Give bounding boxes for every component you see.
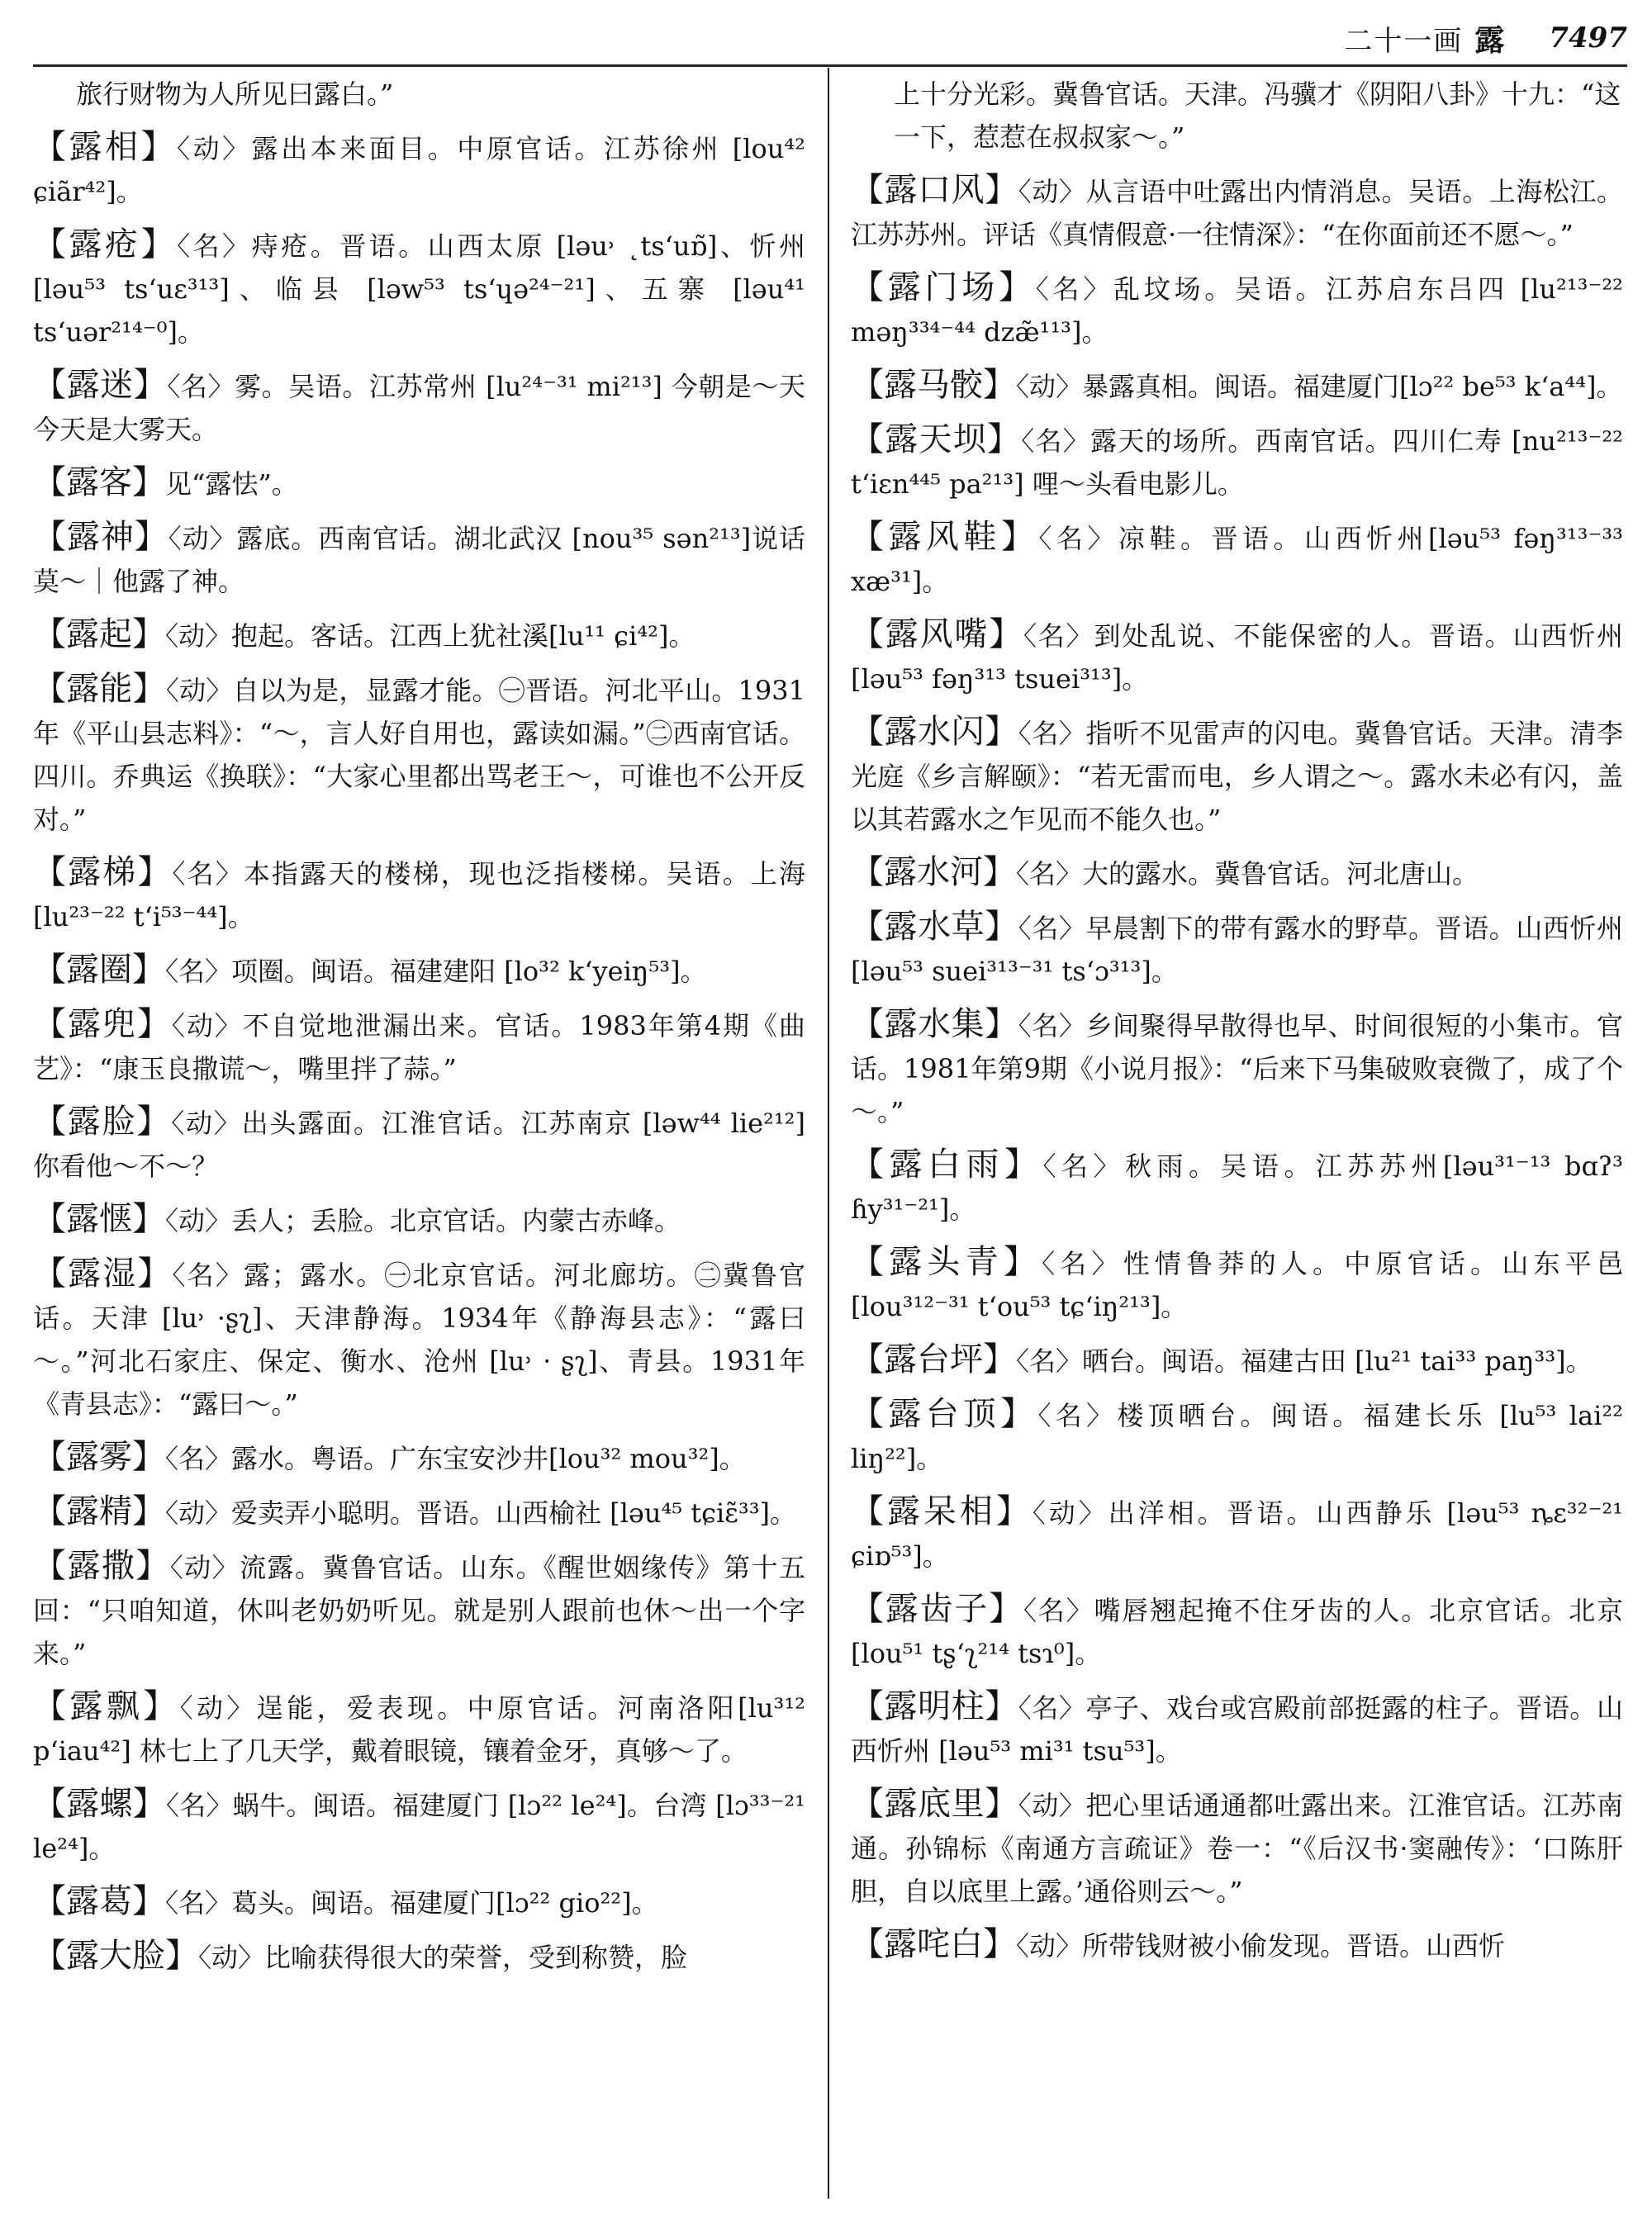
headword: 【露精】 xyxy=(33,1492,165,1530)
continuation-text: 旅行财物为人所见曰露白。” xyxy=(76,78,394,110)
entry-body: 〈动〉流露。冀鲁官话。山东。《醒世姻缘传》第十五回：“只咱知道，休叫老奶奶听见。就是别人跟前也休～出一个字来。” xyxy=(33,1552,805,1669)
headword: 【露呆相】 xyxy=(851,1492,1032,1530)
dictionary-entry xyxy=(851,1241,1623,1328)
dictionary-entry xyxy=(33,948,805,993)
headword: 【露天坝】 xyxy=(851,420,1022,458)
headword: 【露疮】 xyxy=(33,225,178,263)
dictionary-entry xyxy=(851,1490,1623,1578)
headword: 【露风鞋】 xyxy=(851,518,1039,556)
headword: 【露口风】 xyxy=(851,171,1018,209)
entry-body: 〈动〉露出本来面目。中原官话。江苏徐州 [lou⁴² ɕiãr⁴²]。 xyxy=(33,133,805,207)
entry-body: 〈动〉爱卖弄小聪明。晋语。山西榆社 [ləu⁴⁵ tɕiɛ̃³³]。 xyxy=(165,1497,797,1529)
dictionary-entry xyxy=(33,223,805,353)
dictionary-entry xyxy=(851,1143,1623,1231)
entry-body: 〈动〉暴露真相。闽语。福建厦门[lɔ²² be⁵³ kʻa⁴⁴]。 xyxy=(1016,371,1623,402)
dictionary-entry xyxy=(851,515,1623,603)
entry-body: 〈名〉项圈。闽语。福建建阳 [lo³² kʻyeiŋ⁵³]。 xyxy=(165,956,707,987)
dictionary-entry xyxy=(33,613,805,657)
dictionary-entry xyxy=(33,1003,805,1090)
dictionary-entry xyxy=(851,168,1623,256)
dictionary-entry xyxy=(851,1587,1623,1675)
continuation-text: 上十分光彩。冀鲁官话。天津。冯骥才《阴阳八卦》十九：“这一下，惹惹在叔叔家～。” xyxy=(894,78,1621,153)
section-label: 二十一画 xyxy=(1344,24,1464,58)
entry-body: 〈名〉嘴唇翘起掩不住牙齿的人。北京官话。北京 [lou⁵¹ tʂʻʅ²¹⁴ tsɿ⁰]。 xyxy=(851,1595,1623,1669)
headword: 【露雾】 xyxy=(33,1438,165,1476)
dictionary-entry xyxy=(33,1544,805,1675)
entry-body: 〈名〉雾。吴语。江苏常州 [lu²⁴⁻³¹ mi²¹³] 今朝是～天今天是大雾天。 xyxy=(33,371,806,445)
dictionary-entry xyxy=(33,1782,805,1870)
headword: 【露水草】 xyxy=(851,908,1018,946)
headword: 【露明柱】 xyxy=(851,1687,1018,1725)
entry-body: 〈动〉抱起。客话。江西上犹社溪[lu¹¹ ɕi⁴²]。 xyxy=(165,620,695,652)
entry-body: 〈名〉露天的场所。西南官话。四川仁寿 [nu²¹³⁻²² tʻiɛn⁴⁴⁵ pa²¹³] 哩～头看电影儿。 xyxy=(851,425,1624,500)
entry-body: 〈名〉凉鞋。晋语。山西忻州[ləu⁵³ fəŋ³¹³⁻³³ xæ³¹]。 xyxy=(851,523,1623,597)
headword: 【露水集】 xyxy=(851,1005,1018,1043)
entry-body: 见“露怯”。 xyxy=(165,468,298,500)
dictionary-entry xyxy=(33,851,805,938)
headword: 【露起】 xyxy=(33,615,165,653)
headword: 【露客】 xyxy=(33,463,165,501)
headword: 【露齿子】 xyxy=(851,1590,1024,1628)
dictionary-entry xyxy=(33,126,805,213)
entry-body: 〈动〉出洋相。晋语。山西静乐 [ləu⁵³ ȵɛ³²⁻²¹ ɕiɒ⁵³]。 xyxy=(851,1497,1623,1572)
dictionary-entry xyxy=(851,1393,1623,1480)
dictionary-entry xyxy=(851,1782,1623,1913)
headword: 【露能】 xyxy=(33,670,166,708)
headword: 【露螺】 xyxy=(33,1785,167,1823)
dictionary-entry xyxy=(33,1100,805,1188)
left-column xyxy=(33,68,805,1989)
headword: 【露圈】 xyxy=(33,951,165,989)
entry-body: 〈动〉所带钱财被小偷发现。晋语。山西忻 xyxy=(1016,1930,1506,1962)
headword: 【露台坪】 xyxy=(851,1340,1016,1378)
entry-body: 〈名〉早晨割下的带有露水的野草。晋语。山西忻州 [ləu⁵³ suei³¹³⁻³¹ tsʻɔ³¹³]。 xyxy=(851,913,1623,987)
entry-body: 〈动〉不自觉地泄漏出来。官话。1983年第4期《曲艺》：“康玉良撒谎～，嘴里拌了蒜。” xyxy=(33,1010,805,1084)
headword: 【露相】 xyxy=(33,128,178,166)
entry-body: 〈名〉秋雨。吴语。江苏苏州[ləu³¹⁻¹³ bɑʔ³ ɦy³¹⁻²¹]。 xyxy=(851,1151,1623,1225)
dictionary-entry xyxy=(33,1934,805,1979)
dictionary-entry xyxy=(851,1003,1623,1133)
headword: 【露飘】 xyxy=(33,1687,180,1725)
dictionary-entry xyxy=(851,851,1623,895)
dictionary-entry xyxy=(33,1435,805,1480)
entry-body: 〈动〉丢人；丢脸。北京官话。内蒙古赤峰。 xyxy=(165,1205,681,1236)
headword: 【露脸】 xyxy=(33,1103,172,1141)
dictionary-entry xyxy=(33,461,805,505)
headword: 【露马骹】 xyxy=(851,366,1016,404)
entry-body: 〈名〉蜗牛。闽语。福建厦门 [lɔ²² le²⁴]。台湾 [lɔ³³⁻²¹ le²⁴]。 xyxy=(33,1790,805,1864)
header-rule xyxy=(33,64,1627,67)
headword: 【露底里】 xyxy=(851,1785,1018,1823)
dictionary-entry xyxy=(33,1880,805,1924)
entry-body: 〈动〉从言语中吐露出内情消息。吴语。上海松江。江苏苏州。评话《真情假意·一往情深》：“在你面前还不愿～。” xyxy=(851,176,1623,250)
dictionary-entry xyxy=(851,1923,1623,1967)
headword: 【露兜】 xyxy=(33,1005,172,1043)
headword: 【露水闪】 xyxy=(851,713,1018,751)
entry-body: 〈名〉露；露水。㊀北京官话。河北廊坊。㊁冀鲁官话。天津 [lu˒ ·ʂʅ]、天津静海。1934年《静海县志》：“露曰～。”河北石家庄、保定、衡水、沧州 [lu˒ · ʂʅ]、青县。1931年《青县志》：“露曰～。” xyxy=(33,1260,805,1420)
entry-body: 〈名〉到处乱说、不能保密的人。晋语。山西忻州 [ləu⁵³ fəŋ³¹³ tsuei³¹³]。 xyxy=(851,620,1623,695)
headword: 【露门场】 xyxy=(851,268,1036,306)
entry-body: 〈名〉乡间聚得早散得也早、时间很短的小集市。官话。1981年第9期《小说月报》：“后来下马集破败衰微了，成了个～。” xyxy=(851,1010,1623,1127)
entry-body: 〈名〉指听不见雷声的闪电。冀鲁官话。天津。清李光庭《乡言解颐》：“若无雷而电，乡人谓之～。露水未必有闪，盖以其若露水之乍见而不能久也。” xyxy=(851,718,1623,835)
entry-body: 〈动〉逞能，爱表现。中原官话。河南洛阳[lu³¹² pʻiau⁴²] 林七上了几天学，戴着眼镜，镶着金牙，真够～了。 xyxy=(33,1692,805,1767)
entry-body: 〈动〉把心里话通通都吐露出来。江淮官话。江苏南通。孙锦标《南通方言疏证》卷一：“《后汉书·窦融传》：‘口陈肝胆，自以底里上露。’通俗则云～。” xyxy=(851,1790,1623,1907)
page-number: 7497 xyxy=(1549,21,1627,55)
entry-body: 〈名〉痔疮。晋语。山西太原 [ləu˒ ˛tsʻuɒ̃]、忻州 [ləu⁵³ tsʻuɛ³¹³]、临县 [ləw⁵³ tsʻɥə²⁴⁻²¹]、五寨 [ləu⁴¹ tsʻuər²¹⁴⁻⁰]。 xyxy=(33,230,805,348)
entry-body: 〈名〉大的露水。冀鲁官话。河北唐山。 xyxy=(1016,858,1479,890)
dictionary-entry xyxy=(33,515,805,603)
dictionary-entry xyxy=(33,363,805,451)
entry-body: 〈名〉性情鲁莽的人。中原官话。山东平邑 [lou³¹²⁻³¹ tʻou⁵³ tɕʻiŋ²¹³]。 xyxy=(851,1248,1623,1322)
radical-character: 露 xyxy=(1474,22,1505,58)
headword: 【露水河】 xyxy=(851,853,1016,891)
entry-body: 〈动〉比喻获得很大的荣誉，受到称赞，脸 xyxy=(198,1942,688,1973)
dictionary-entry xyxy=(851,363,1623,408)
entry-body: 〈名〉楼顶晒台。闽语。福建长乐 [lu⁵³ lai²² liŋ²²]。 xyxy=(851,1400,1623,1474)
headword: 【露台顶】 xyxy=(851,1395,1038,1433)
headword: 【露咤白】 xyxy=(851,1925,1016,1963)
entry-body: 〈名〉晒台。闽语。福建古田 [lu²¹ tai³³ paŋ³³]。 xyxy=(1016,1345,1593,1377)
dictionary-entry xyxy=(851,613,1623,700)
dictionary-entry xyxy=(33,1685,805,1772)
dictionary-entry xyxy=(33,667,805,841)
headword: 【露撒】 xyxy=(33,1547,170,1585)
headword: 【露湿】 xyxy=(33,1255,173,1293)
dictionary-entry xyxy=(851,905,1623,993)
entry-body: 〈名〉本指露天的楼梯，现也泛指楼梯。吴语。上海 [lu²³⁻²² tʻi⁵³⁻⁴⁴]。 xyxy=(33,858,805,932)
dictionary-entry xyxy=(33,1252,805,1426)
headword: 【露葛】 xyxy=(33,1882,165,1920)
entry-body: 〈名〉亭子、戏台或宫殿前部挺露的柱子。晋语。山西忻州 [ləu⁵³ mi³¹ tsu⁵³]。 xyxy=(851,1692,1623,1767)
entry-body: 〈名〉乱坟场。吴语。江苏启东吕四 [lu²¹³⁻²² məŋ³³⁴⁻⁴⁴ dzæ̃¹¹³]。 xyxy=(851,273,1623,348)
headword: 【露神】 xyxy=(33,518,169,556)
dictionary-entry xyxy=(851,710,1623,841)
dictionary-entry xyxy=(33,1490,805,1535)
column-divider xyxy=(828,68,829,2199)
dictionary-entry xyxy=(851,1338,1623,1383)
headword: 【露梯】 xyxy=(33,853,173,891)
entry-body: 〈动〉自以为是，显露才能。㊀晋语。河北平山。1931年《平山县志料》：“～，言人好自用也，露读如漏。”㊁西南官话。四川。乔典运《换联》：“大家心里都出骂老王～，可谁也不公开反对。” xyxy=(33,675,805,835)
headword: 【露迷】 xyxy=(33,366,168,404)
dictionary-entry xyxy=(851,1685,1623,1772)
entry-body: 〈动〉露底。西南官话。湖北武汉 [nou³⁵ sən²¹³]说话莫～｜他露了神。 xyxy=(33,523,805,597)
headword: 【露大脸】 xyxy=(33,1937,198,1975)
page-header xyxy=(1239,15,1627,61)
headword: 【露风嘴】 xyxy=(851,615,1024,653)
dictionary-entry xyxy=(851,266,1623,353)
entry-body: 〈动〉出头露面。江淮官话。江苏南京 [ləw⁴⁴ lie²¹²] 你看他～不～？ xyxy=(33,1108,805,1182)
dictionary-entry xyxy=(33,1198,805,1242)
headword: 【露惬】 xyxy=(33,1200,165,1238)
headword: 【露白雨】 xyxy=(851,1146,1043,1184)
headword: 【露头青】 xyxy=(851,1243,1042,1281)
entry-body: 〈名〉露水。粤语。广东宝安沙井[lou³² mou³²]。 xyxy=(165,1443,746,1474)
dictionary-entry xyxy=(851,418,1623,505)
entry-body: 〈名〉葛头。闽语。福建厦门[lɔ²² gio²²]。 xyxy=(165,1887,658,1919)
right-column xyxy=(851,68,1623,1977)
